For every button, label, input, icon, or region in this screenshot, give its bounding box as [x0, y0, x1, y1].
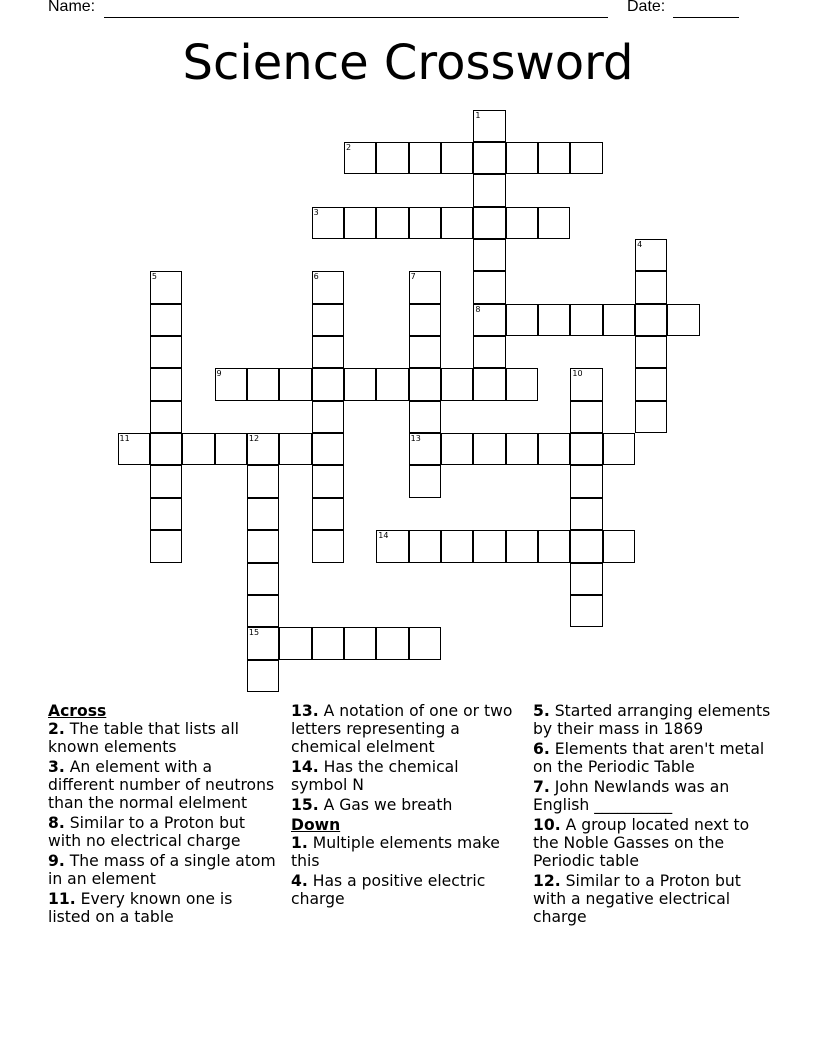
crossword-cell[interactable]: [538, 304, 570, 336]
crossword-cell[interactable]: [441, 368, 473, 400]
name-field[interactable]: [104, 17, 608, 18]
crossword-cell[interactable]: [247, 433, 279, 465]
crossword-cell[interactable]: [473, 271, 505, 303]
crossword-cell[interactable]: [506, 142, 538, 174]
crossword-cell[interactable]: [409, 142, 441, 174]
crossword-cell[interactable]: [312, 368, 344, 400]
crossword-cell[interactable]: [409, 401, 441, 433]
crossword-cell[interactable]: [603, 433, 635, 465]
clue-number: 6.: [533, 740, 550, 758]
crossword-cell[interactable]: [376, 627, 408, 659]
crossword-cell[interactable]: [344, 142, 376, 174]
crossword-cell[interactable]: [538, 142, 570, 174]
clue-number: 13.: [291, 702, 319, 720]
crossword-cell[interactable]: [344, 368, 376, 400]
clue-number: 11.: [48, 890, 76, 908]
clue-item: [533, 816, 773, 870]
clue-item: [48, 814, 276, 850]
crossword-cell[interactable]: [409, 368, 441, 400]
clue-number: 15.: [291, 796, 319, 814]
clue-number: 3.: [48, 758, 65, 776]
clue-item: [291, 834, 519, 870]
cell-number: 9: [216, 369, 222, 379]
crossword-cell[interactable]: [376, 142, 408, 174]
crossword-cell[interactable]: [247, 498, 279, 530]
crossword-cell[interactable]: [279, 627, 311, 659]
crossword-cell[interactable]: [312, 498, 344, 530]
clue-text: Multiple elements make this: [291, 834, 500, 870]
crossword-cell[interactable]: [441, 433, 473, 465]
clue-number: 10.: [533, 816, 561, 834]
clue-text: Every known one is listed on a table: [48, 890, 233, 926]
clue-text: Similar to a Proton but with no electrical charge: [48, 814, 246, 850]
crossword-cell[interactable]: [473, 368, 505, 400]
crossword-cell[interactable]: [247, 368, 279, 400]
cell-number: 13: [410, 434, 421, 444]
clue-text: The table that lists all known elements: [48, 720, 239, 756]
crossword-cell[interactable]: [409, 530, 441, 562]
crossword-cell[interactable]: [570, 498, 602, 530]
crossword-cell[interactable]: [473, 174, 505, 206]
crossword-cell[interactable]: [376, 368, 408, 400]
crossword-cell[interactable]: [279, 433, 311, 465]
crossword-cell[interactable]: [570, 142, 602, 174]
clue-text: Similar to a Proton but with a negative electrical charge: [533, 872, 741, 926]
clue-number: 12.: [533, 872, 561, 890]
crossword-cell[interactable]: [473, 110, 505, 142]
crossword-cell[interactable]: [150, 368, 182, 400]
crossword-cell[interactable]: [473, 530, 505, 562]
crossword-cell[interactable]: [409, 465, 441, 497]
clue-number: 8.: [48, 814, 65, 832]
clue-section-heading: Down: [291, 816, 341, 834]
cell-number: 1: [475, 110, 481, 120]
clue-item: [48, 758, 276, 812]
crossword-cell[interactable]: [603, 530, 635, 562]
clue-column-2: [291, 702, 519, 910]
crossword-cell[interactable]: [182, 433, 214, 465]
crossword-cell[interactable]: [538, 433, 570, 465]
crossword-cell[interactable]: [279, 368, 311, 400]
crossword-cell[interactable]: [409, 336, 441, 368]
crossword-cell[interactable]: [473, 336, 505, 368]
crossword-cell[interactable]: [150, 433, 182, 465]
crossword-cell[interactable]: [570, 304, 602, 336]
crossword-cell[interactable]: [570, 595, 602, 627]
crossword-cell[interactable]: [312, 336, 344, 368]
crossword-cell[interactable]: [150, 401, 182, 433]
clue-number: 1.: [291, 834, 308, 852]
crossword-cell[interactable]: [506, 368, 538, 400]
crossword-cell[interactable]: [441, 142, 473, 174]
crossword-cell[interactable]: [312, 465, 344, 497]
crossword-cell[interactable]: [247, 465, 279, 497]
cell-number: 7: [410, 272, 416, 282]
clue-text: Started arranging elements by their mass in 1869: [533, 702, 771, 738]
crossword-cell[interactable]: [570, 465, 602, 497]
clue-number: 2.: [48, 720, 65, 738]
name-label: Name:: [48, 0, 96, 15]
crossword-cell[interactable]: [538, 207, 570, 239]
crossword-cell[interactable]: [570, 530, 602, 562]
crossword-cell[interactable]: [506, 433, 538, 465]
date-field[interactable]: [673, 17, 739, 18]
crossword-cell[interactable]: [635, 401, 667, 433]
crossword-cell[interactable]: [635, 271, 667, 303]
crossword-cell[interactable]: [247, 563, 279, 595]
clue-item: [48, 890, 276, 926]
crossword-cell[interactable]: [506, 304, 538, 336]
crossword-cell[interactable]: [247, 530, 279, 562]
cell-number: 5: [151, 272, 157, 282]
crossword-cell[interactable]: [312, 271, 344, 303]
crossword-cell[interactable]: [570, 368, 602, 400]
crossword-cell[interactable]: [441, 530, 473, 562]
clue-number: 14.: [291, 758, 319, 776]
clue-text: Has the chemical symbol N: [291, 758, 459, 794]
cell-number: 11: [119, 434, 130, 444]
crossword-cell[interactable]: [409, 304, 441, 336]
crossword-cell[interactable]: [409, 207, 441, 239]
clue-column-3: [533, 702, 773, 928]
crossword-cell[interactable]: [473, 239, 505, 271]
crossword-cell[interactable]: [118, 433, 150, 465]
crossword-cell[interactable]: [473, 207, 505, 239]
clue-column-1: [48, 702, 276, 928]
cell-number: 8: [475, 304, 481, 314]
crossword-cell[interactable]: [570, 563, 602, 595]
crossword-cell[interactable]: [150, 304, 182, 336]
clue-text: The mass of a single atom in an element: [48, 852, 276, 888]
header: [0, 0, 816, 20]
clue-item: [533, 740, 773, 776]
clue-text: Has a positive electric charge: [291, 872, 486, 908]
clue-text: A group located next to the Noble Gasses on the Periodic table: [533, 816, 750, 870]
crossword-cell[interactable]: [247, 627, 279, 659]
cell-number: 3: [313, 207, 319, 217]
crossword-cell[interactable]: [312, 401, 344, 433]
crossword-cell[interactable]: [150, 271, 182, 303]
crossword-cell[interactable]: [473, 304, 505, 336]
cell-number: 14: [378, 531, 389, 541]
crossword-cell[interactable]: [635, 304, 667, 336]
crossword-cell[interactable]: [312, 627, 344, 659]
crossword-cell[interactable]: [473, 433, 505, 465]
clue-text: Elements that aren't metal on the Periodic Table: [533, 740, 765, 776]
clue-text: John Newlands was an English __________: [533, 778, 730, 814]
crossword-cell[interactable]: [506, 530, 538, 562]
clue-item: [291, 796, 519, 814]
clue-item: [48, 720, 276, 756]
crossword-cell[interactable]: [635, 336, 667, 368]
crossword-cell[interactable]: [603, 304, 635, 336]
cell-number: 15: [248, 628, 260, 638]
clue-item: [291, 702, 519, 756]
crossword-cell[interactable]: [667, 304, 699, 336]
crossword-cell[interactable]: [570, 401, 602, 433]
crossword-cell[interactable]: [312, 433, 344, 465]
crossword-cell[interactable]: [150, 465, 182, 497]
crossword-cell[interactable]: [635, 368, 667, 400]
clue-item: [533, 778, 773, 814]
cell-number: 10: [572, 369, 583, 379]
clue-text: An element with a different number of neutrons than the normal elelment: [48, 758, 275, 812]
crossword-cell[interactable]: [215, 433, 247, 465]
cell-number: 4: [637, 240, 643, 249]
clue-number: 5.: [533, 702, 550, 720]
crossword-cell[interactable]: [312, 207, 344, 239]
crossword-cell[interactable]: [635, 239, 667, 271]
page-title: Science Crossword: [182, 35, 634, 91]
crossword-cell[interactable]: [570, 433, 602, 465]
clue-item: [291, 872, 519, 908]
crossword-cell[interactable]: [376, 207, 408, 239]
clue-item: [291, 758, 519, 794]
crossword-cell[interactable]: [150, 530, 182, 562]
crossword-cell[interactable]: [312, 304, 344, 336]
crossword-cell[interactable]: [247, 660, 279, 692]
crossword-cell[interactable]: [312, 530, 344, 562]
clue-number: 9.: [48, 852, 65, 870]
crossword-cell[interactable]: [473, 142, 505, 174]
crossword-cell[interactable]: [409, 271, 441, 303]
crossword-cell[interactable]: [150, 336, 182, 368]
clue-section-heading: Across: [48, 702, 107, 720]
clue-item: [533, 702, 773, 738]
crossword-cell[interactable]: [538, 530, 570, 562]
crossword-cell[interactable]: [409, 627, 441, 659]
clue-text: A Gas we breath: [323, 796, 453, 814]
cell-number: 6: [313, 272, 319, 282]
crossword-cell[interactable]: [247, 595, 279, 627]
crossword-cell[interactable]: [344, 207, 376, 239]
clue-item: [533, 872, 773, 926]
crossword-cell[interactable]: [409, 433, 441, 465]
clue-text: A notation of one or two letters representing a chemical elelment: [291, 702, 513, 756]
crossword-cell[interactable]: [506, 207, 538, 239]
clue-item: [48, 852, 276, 888]
crossword-cell[interactable]: [215, 368, 247, 400]
cell-number: 12: [248, 434, 260, 444]
clue-number: 4.: [291, 872, 308, 890]
date-label: Date:: [627, 0, 666, 15]
crossword-cell[interactable]: [441, 207, 473, 239]
clue-number: 7.: [533, 778, 550, 796]
cell-number: 2: [345, 142, 352, 152]
crossword-cell[interactable]: [344, 627, 376, 659]
crossword-cell[interactable]: [376, 530, 408, 562]
crossword-cell[interactable]: [150, 498, 182, 530]
